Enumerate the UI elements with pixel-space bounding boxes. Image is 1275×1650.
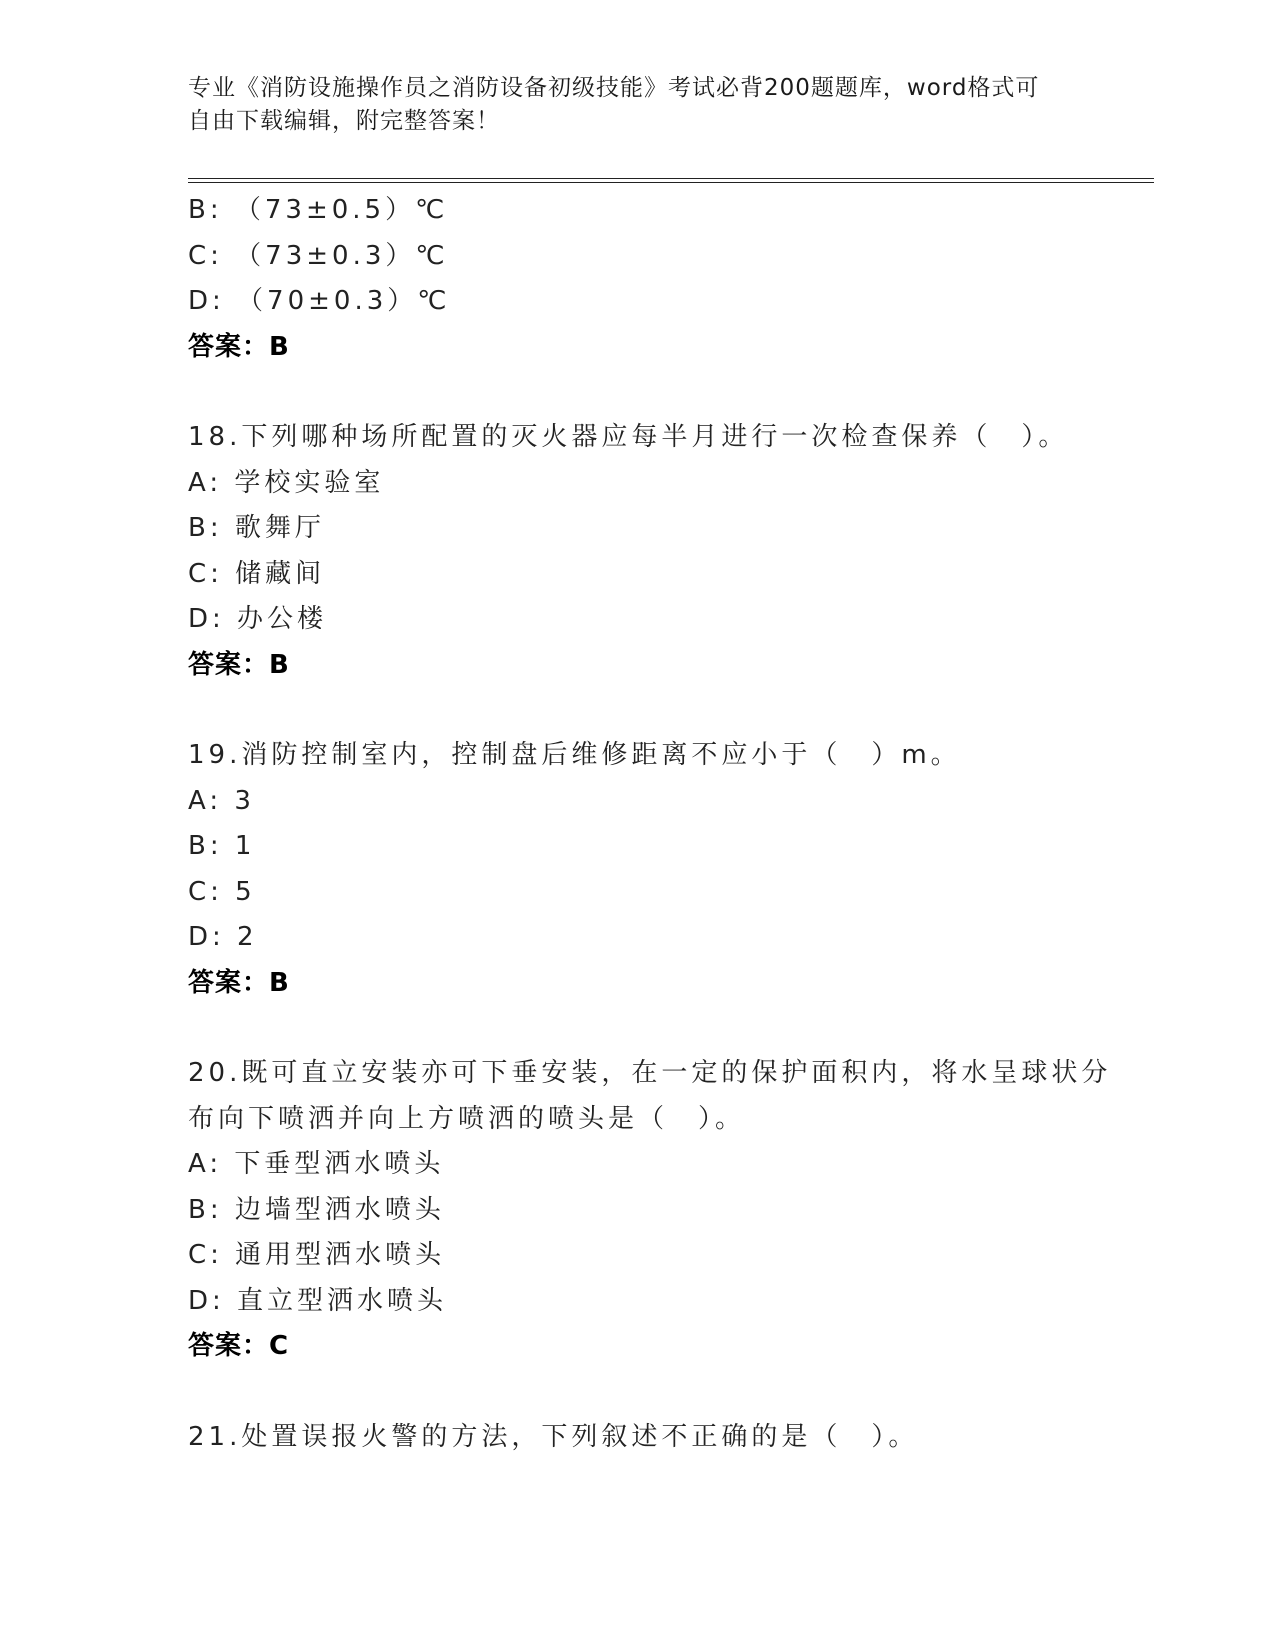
option-b: B: 边墙型洒水喷头 — [188, 1194, 445, 1225]
answer: 答案：C — [188, 1331, 290, 1361]
question-stem-line-1: 20.既可直立安装亦可下垂安装，在一定的保护面积内，将水呈球状分 — [188, 1058, 1112, 1088]
option-c: C: 通用型洒水喷头 — [188, 1240, 446, 1270]
header-divider-top — [188, 178, 1154, 179]
question-block-18 — [188, 415, 1088, 688]
option-a: A: 下垂型洒水喷头 — [188, 1149, 445, 1179]
question-stem: 21.处置误报火警的方法，下列叙述不正确的是（ ）。 — [188, 1421, 919, 1452]
option-a: A: 学校实验室 — [188, 467, 385, 498]
option-d: D: 办公楼 — [188, 604, 328, 634]
option-b: B: 歌舞厅 — [188, 513, 325, 543]
option-b: B: 1 — [188, 831, 256, 861]
option-d: D: （70±0.3）℃ — [188, 286, 451, 316]
option-d: D: 2 — [188, 922, 258, 952]
question-stem: 19.消防控制室内，控制盘后维修距离不应小于（ ）m。 — [188, 740, 961, 770]
option-a: A: 3 — [188, 785, 255, 816]
option-c: C: 5 — [188, 876, 256, 907]
header-line-2: 自由下载编辑，附完整答案！ — [188, 108, 500, 134]
question-block-21 — [188, 1415, 1088, 1461]
question-stem-line-2: 布向下喷洒并向上方喷洒的喷头是（ ）。 — [188, 1103, 746, 1134]
header-divider-bottom — [188, 182, 1154, 183]
option-b: B: （73±0.5）℃ — [188, 195, 449, 225]
question-block-prev — [188, 188, 1088, 370]
option-c: C: （73±0.3）℃ — [188, 240, 449, 271]
question-block-20 — [188, 1051, 1112, 1370]
question-block-19 — [188, 733, 1088, 1006]
answer: 答案：B — [188, 967, 290, 998]
question-list — [188, 188, 1112, 1460]
answer: 答案：B — [188, 331, 290, 362]
option-c: C: 储藏间 — [188, 558, 326, 589]
question-stem: 18.下列哪种场所配置的灭火器应每半月进行一次检查保养（ ）。 — [188, 422, 1069, 452]
header-line-1: 专业《消防设施操作员之消防设备初级技能》考试必背200题题库，word格式可 — [188, 75, 1040, 101]
option-d: D: 直立型洒水喷头 — [188, 1285, 448, 1316]
document-header — [188, 72, 1068, 138]
answer: 答案：B — [188, 649, 290, 680]
